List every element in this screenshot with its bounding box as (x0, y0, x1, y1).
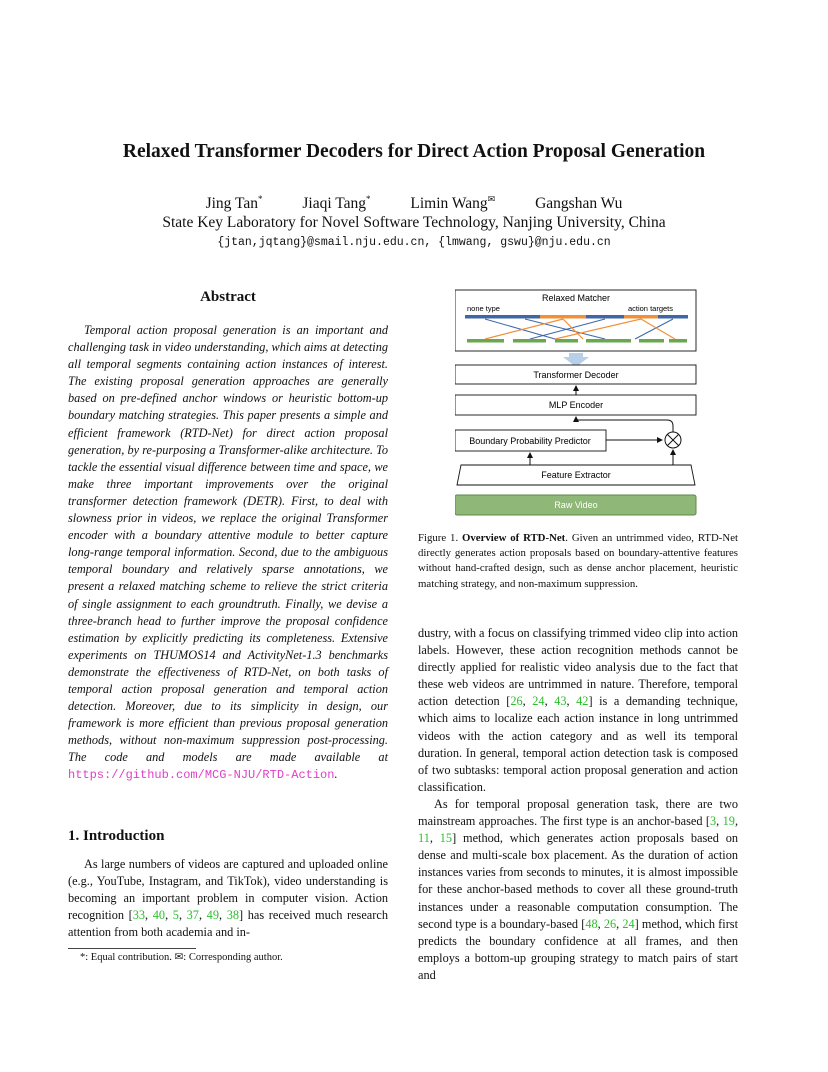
none-type-label: none type (467, 304, 500, 313)
abstract-body (68, 322, 388, 785)
prediction-segment (586, 339, 631, 343)
footnote-rule (68, 948, 196, 949)
author-mark: * (366, 194, 371, 204)
citation[interactable]: 48 (585, 916, 598, 931)
author-name: Limin Wang (410, 195, 488, 213)
body-text: ] is a demanding technique, which aims to localize each action instance in long untrimmed videos with the action category and as well its temporal duration. In general, temporal action detection task is composed of two subtasks: temporal action proposal generation and action classification. (418, 694, 738, 794)
citation[interactable]: 43 (554, 694, 567, 709)
caption-bold: Overview of RTD-Net (462, 532, 566, 544)
footnote: *: Equal contribution. ✉: Corresponding author. (80, 952, 283, 963)
author-name: Jiaqi Tang (302, 195, 367, 213)
affiliation: State Key Laboratory for Novel Software Technology, Nanjing University, China (162, 214, 666, 231)
citation[interactable]: 40 (152, 908, 166, 923)
citation[interactable]: 37 (186, 908, 199, 923)
citation[interactable]: 5 (172, 908, 179, 923)
author-list (0, 194, 828, 213)
target-segment (465, 315, 505, 319)
code-link[interactable]: https://github.com/MCG-NJU/RTD-Action (68, 768, 335, 783)
target-segment (586, 315, 624, 319)
author-name: Gangshan Wu (535, 195, 623, 213)
citation[interactable]: 33 (132, 908, 146, 923)
body-text: ] method, which generates action proposals based on dense and multi-scale box placement. As the duration of action instances varies from seconds to minutes, it is almost impossible for these anchor-based methods to cover all these ground-truth instances under a reasonable computation consumption. The second type is a boundary-based [ (418, 831, 738, 931)
author-1 (206, 194, 263, 213)
section-heading-introduction: 1. Introduction (68, 828, 165, 844)
author-mark: ✉ (487, 194, 496, 204)
intro-text: ] has received much research attention from both academia and in- (68, 908, 388, 940)
author-4 (535, 195, 622, 213)
transformer-decoder-label: Transformer Decoder (533, 370, 619, 380)
prediction-segment (467, 339, 504, 343)
body-text: As for temporal proposal generation task, there are two mainstream approaches. The first type is an anchor-based [ (418, 796, 738, 829)
intro-paragraph: As large numbers of videos are captured and uploaded online (e.g., YouTube, Instagram, and TikTok), video understanding is becoming an important problem in computer vision. Action recognition [33, 40, 5, 37, 49, 38] has received much research attention from both academia and in- (68, 857, 388, 940)
citation[interactable]: 26 (603, 916, 617, 931)
abstract-text: Temporal action proposal generation is an important and challenging task in video understanding, which aims at detecting all temporal segments containing action instances of interest. The existing proposal generation approaches are generally based on pre-defined anchor windows or heuristic bottom-up boundary matching strategies. This paper presents a simple and efficient framework (RTD-Net) for direct action proposal generation, by re-purposing a Transformer-alike architecture. To tackle the essential visual difference between time and space, we make three important improvements over the original transformer detection framework (DETR). First, to deal with slowness prior in videos, we replace the original Transformer encoder with a boundary attentive module to better capture long-range temporal information. Second, due to the ambiguous temporal boundary and relatively sparse annotations, we present a relaxed matching scheme to relieve the strict criteria of single assignment to each groundtruth. Finally, we devise a three-branch head to further improve the proposal confidence estimation by explicitly predicting its completeness. Extensive experiments on THUMOS14 and ActivityNet-1.3 benchmarks demonstrate the effectiveness of RTD-Net, on both tasks of temporal action proposal generation and temporal action detection. Moreover, due to its simplicity in design, our framework is more efficient than previous proposal generation methods, without non-maximum suppression post-processing. The code and models are made available at (68, 323, 389, 765)
citation[interactable]: 15 (439, 831, 453, 846)
feature-extractor-label: Feature Extractor (541, 470, 611, 480)
citation[interactable]: 19 (722, 814, 735, 829)
prediction-segment (669, 339, 687, 343)
abstract-heading: Abstract (200, 289, 256, 305)
citation[interactable]: 49 (206, 908, 219, 923)
paper-title: Relaxed Transformer Decoders for Direct Action Proposal Generation (122, 141, 706, 162)
target-segment (658, 315, 688, 319)
raw-video-label: Raw Video (554, 500, 598, 510)
body-text: dustry, with a focus on classifying trimmed video clip into action labels. However, these action recognition methods cannot be directly applied for realistic video analysis due to the fact that these web videos are untrimmed in nature. Therefore, temporal action detection [ (418, 626, 738, 709)
author-2 (302, 194, 370, 213)
target-segment (624, 315, 658, 319)
prediction-segment (513, 339, 546, 343)
figure-caption (418, 531, 738, 592)
intro-text: As large numbers of videos are captured and uploaded online (e.g., YouTube, Instagram, and TikTok), video understanding is becoming an important problem in computer vision. Action recognition [ (68, 857, 388, 923)
caption-text: . Given an untrimmed video, RTD-Net directly generates action proposals based on boundary-attentive features without hand-crafted design, such as dense anchor placement, heuristic matching strategy, and non-maximum suppression. (418, 532, 738, 590)
author-mark: * (258, 194, 263, 204)
citation[interactable]: 11 (418, 831, 430, 846)
right-column-body (418, 625, 738, 984)
author-name: Jing Tan (205, 195, 259, 213)
prediction-segment (639, 339, 664, 343)
mlp-encoder-label: MLP Encoder (548, 400, 604, 410)
paragraph: dustry, with a focus on classifying trimmed video clip into action labels. However, these action recognition methods cannot be directly applied for realistic video analysis due to the fact that these web videos are untrimmed in nature. Therefore, temporal action detection [26, 24, 43, 42] is a demanding technique, which aims to localize each action instance in long untrimmed videos with the action category and as well its temporal duration. In general, temporal action detection task is composed of two subtasks: temporal action proposal generation and action classification. (418, 626, 738, 794)
target-segment (505, 315, 540, 319)
caption-label: Figure 1. (418, 532, 459, 544)
citation[interactable]: 24 (532, 694, 545, 709)
citation[interactable]: 42 (576, 694, 589, 709)
matcher-title: Relaxed Matcher (541, 293, 611, 303)
bpp-label: Boundary Probability Predictor (469, 436, 591, 446)
author-3 (410, 194, 495, 213)
paragraph: As for temporal proposal generation task, there are two mainstream approaches. The first type is an anchor-based [3, 19, 11, 15] method, which generates action proposals based on dense and multi-scale box placement. As the duration of action instances varies from seconds to minutes, it is almost impossible for these anchor-based methods to cover all these ground-truth instances under a reasonable computation consumption. The second type is a boundary-based [48, 26, 24] method, which first predicts the boundary confidence at all frames, and then employs a bottom-up grouping strategy to match pairs of start and (418, 796, 739, 982)
citation[interactable]: 24 (622, 916, 635, 931)
citation[interactable]: 26 (510, 694, 523, 709)
body-text: ] method, which first predicts the boundary confidence at all frames, and then employs a bottom-up grouping strategy to match pairs of start and (418, 916, 738, 982)
prediction-segment (555, 339, 578, 343)
citation[interactable]: 3 (710, 814, 717, 829)
citation[interactable]: 38 (226, 908, 239, 923)
abstract-end: . (334, 767, 338, 782)
action-targets-label: action targets (627, 304, 673, 313)
target-segment (540, 315, 586, 319)
author-emails: {jtan,jqtang}@smail.nju.edu.cn, {lmwang, gswu}@nju.edu.cn (217, 236, 611, 249)
figure-overview-diagram (455, 289, 705, 519)
